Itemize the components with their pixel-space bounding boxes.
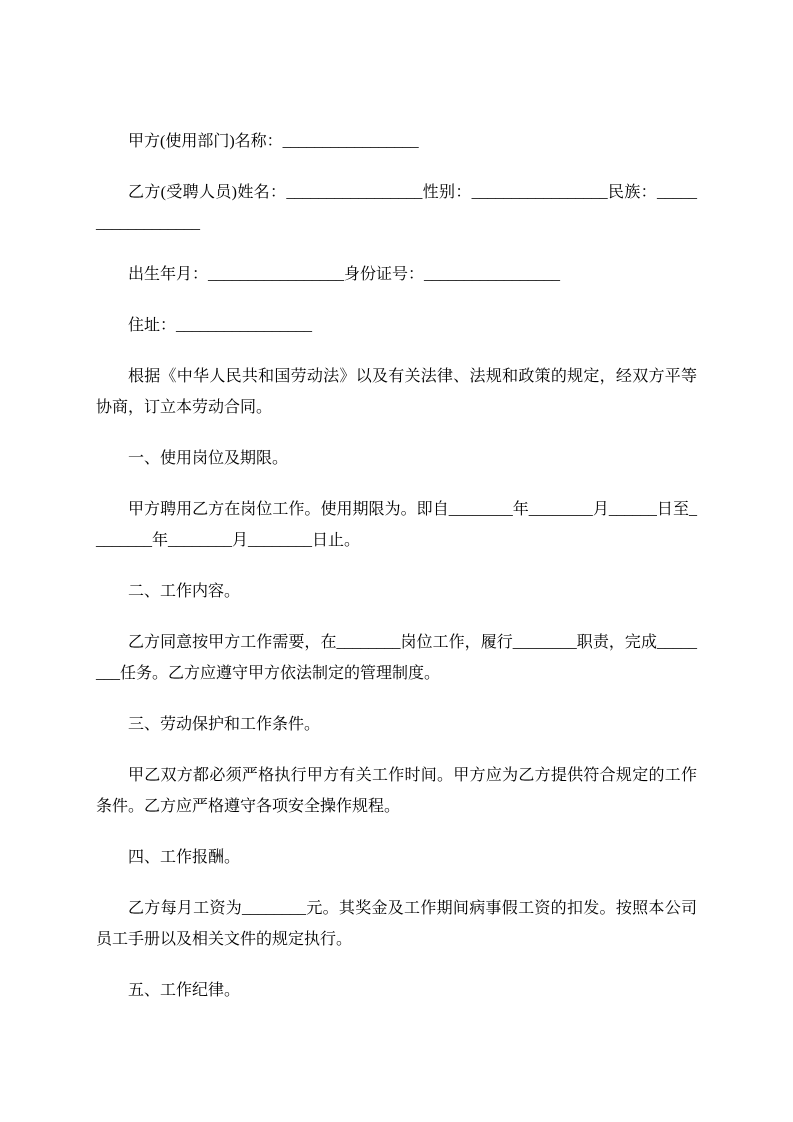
preamble-paragraph: 根据《中华人民共和国劳动法》以及有关法律、法规和政策的规定，经双方平等协商，订立本劳动合同。 xyxy=(96,368,697,416)
section-4-heading: 四、工作报酬。 xyxy=(128,849,241,866)
section-3-body: 甲乙双方都必须严格执行甲方有关工作时间。甲方应为乙方提供符合规定的工作条件。乙方应严格遵守各项安全操作规程。 xyxy=(96,767,697,815)
section-1-body: 甲方聘用乙方在岗位工作。使用期限为。即自________年________月______日至________年________月________日止。 xyxy=(96,501,697,549)
section-2-body: 乙方同意按甲方工作需要，在________岗位工作，履行________职责，完成________任务。乙方应遵守甲方依法制定的管理制度。 xyxy=(96,634,697,682)
birthdate-id-number-line: 出生年月：_________________身份证号：_________________ xyxy=(128,266,561,283)
address-line: 住址：_________________ xyxy=(128,317,313,334)
section-4-body: 乙方每月工资为________元。其奖金及工作期间病事假工资的扣发。按照本公司员工手册以及相关文件的规定执行。 xyxy=(96,900,697,948)
party-a-name-line: 甲方(使用部门)名称：_________________ xyxy=(128,133,419,150)
section-5-heading: 五、工作纪律。 xyxy=(128,982,241,999)
section-2-heading: 二、工作内容。 xyxy=(128,583,241,600)
section-3-heading: 三、劳动保护和工作条件。 xyxy=(128,716,321,733)
section-1-heading: 一、使用岗位及期限。 xyxy=(128,450,289,467)
party-b-name-gender-ethnicity-line: 乙方(受聘人员)姓名：_________________性别：_________________民族：__________________ xyxy=(96,184,697,232)
